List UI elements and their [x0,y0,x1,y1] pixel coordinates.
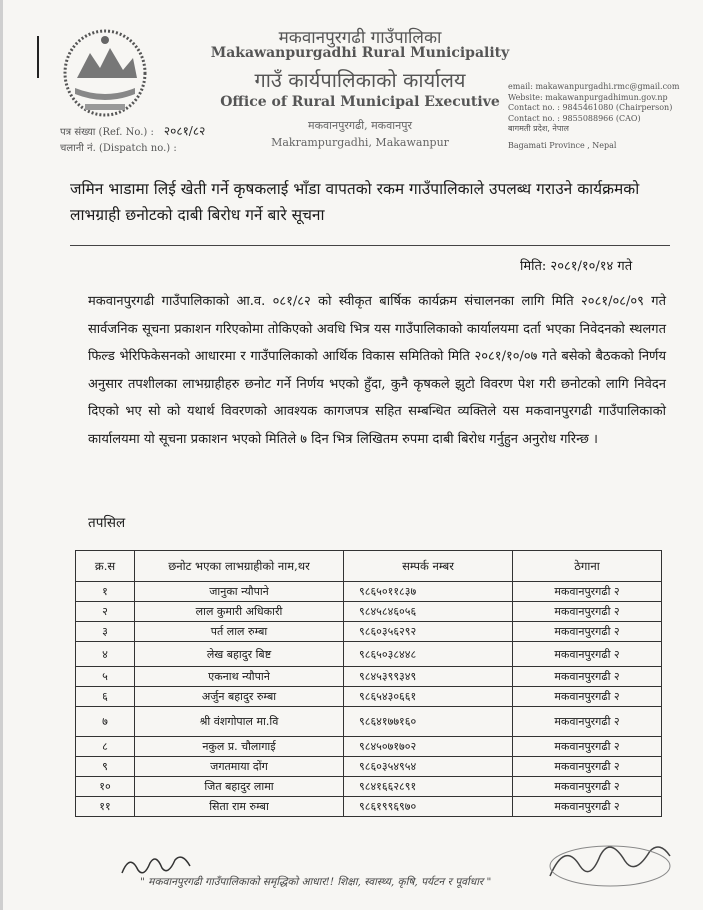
table-row [76,642,662,667]
cell-phone: ९८६५०३८४४८ [344,642,513,667]
signature-left-icon [120,848,200,878]
province-nepali: बागमती प्रदेश, नेपाल [508,124,569,133]
cell-phone: ९८४५३९९३४९ [344,667,513,687]
table-row [76,797,662,817]
cell-name: जानुका न्यौपाने [135,582,344,602]
dispatch-label: चलानी नं. (Dispatch no.) : [60,143,177,154]
reference-value: २०८१/८२ [163,124,206,138]
contact-block [508,82,698,151]
beneficiary-table [75,550,662,817]
col-header-name: छनोट भएका लाभग्राहीको नाम,थर [135,551,344,582]
cell-sn: ९ [76,757,135,777]
cell-name: नकुल प्र. चौलागाई [135,737,344,757]
cell-name: पर्त लाल रुम्बा [135,622,344,642]
footer-slogan: " मकवानपुरगढी गाउँपालिकाको समृद्धिको आधार!! शिक्षा, स्वास्थ्य, कृषि, पर्यटन र पूर्वाधार " [140,876,492,888]
cell-sn: ८ [76,737,135,757]
cell-phone: ९८४५८४६०५६ [344,602,513,622]
cell-phone: ९८६१९९६९७० [344,797,513,817]
notice-date: मिति: २०८१/१०/१४ गते [520,259,633,274]
reference-number [60,122,205,139]
table-row [76,667,662,687]
office-name-nepali: गाउँ कार्यपालिकाको कार्यालय [254,68,466,92]
cell-sn: १ [76,582,135,602]
table-row [76,687,662,707]
cell-sn: ११ [76,797,135,817]
table-row [76,602,662,622]
cell-address: मकवानपुरगढी २ [513,797,662,817]
table-row [76,777,662,797]
cell-phone: ९८६५०११८३७ [344,582,513,602]
contact-chairperson: Contact no. : 9845461080 (Chairperson) [508,103,673,112]
contact-email: email: makawanpurgadhi.rmc@gmail.com [508,82,680,91]
reference-label: पत्र संख्या (Ref. No.) : [60,127,154,138]
location-nepali: मकवानपुरगढी, मकवानपुर [308,119,412,132]
province-english: Bagamati Province , Nepal [508,140,617,150]
table-row [76,707,662,737]
cell-name: एकनाथ न्यौपाने [135,667,344,687]
cell-name: श्री वंशगोपाल मा.वि [135,707,344,737]
cell-phone: ९८४५०७१७०२ [344,737,513,757]
margin-mark [37,36,39,78]
contact-cao: Contact no. : 9855088966 (CAO) [508,113,641,123]
cell-sn: ६ [76,687,135,707]
table-header-row [76,551,662,582]
dispatch-number [60,140,177,154]
cell-address: मकवानपुरगढी २ [513,777,662,797]
cell-phone: ९८६०३५६२९२ [344,622,513,642]
table-row [76,582,662,602]
government-emblem-icon [55,18,155,128]
title-divider [70,245,670,246]
col-header-sn: क्र.स [76,551,135,582]
cell-phone: ९८६०३५४९५४ [344,757,513,777]
location-english: Makrampurgadhi, Makawanpur [271,136,449,149]
municipality-name-english: Makawanpurgadhi Rural Municipality [210,45,510,61]
cell-name: सिता राम रुम्बा [135,797,344,817]
col-header-phone: सम्पर्क नम्बर [344,551,513,582]
municipality-name-nepali: मकवानपुरगढी गाउँपालिका [278,28,442,48]
cell-name: जगतमाया दोंग [135,757,344,777]
cell-sn: ४ [76,642,135,667]
cell-address: मकवानपुरगढी २ [513,602,662,622]
cell-name: लाल कुमारी अधिकारी [135,602,344,622]
cell-address: मकवानपुरगढी २ [513,707,662,737]
table-row [76,622,662,642]
scan-edge [0,0,3,910]
tapsil-heading: तपसिल [88,515,126,531]
cell-address: मकवानपुरगढी २ [513,622,662,642]
table-row [76,737,662,757]
cell-address: मकवानपुरगढी २ [513,667,662,687]
cell-name: जित बहादुर लामा [135,777,344,797]
col-header-address: ठेगाना [513,551,662,582]
cell-phone: ९८६५४३०६६१ [344,687,513,707]
cell-address: मकवानपुरगढी २ [513,687,662,707]
office-name-english: Office of Rural Municipal Executive [220,94,500,110]
cell-sn: २ [76,602,135,622]
cell-address: मकवानपुरगढी २ [513,757,662,777]
cell-phone: ९८४१६६२८९१ [344,777,513,797]
cell-address: मकवानपुरगढी २ [513,737,662,757]
contact-website: Website: makawanpurgadhimun.gov.np [508,92,668,102]
cell-address: मकवानपुरगढी २ [513,642,662,667]
cell-sn: ३ [76,622,135,642]
cell-sn: ७ [76,707,135,737]
notice-title: जमिन भाडामा लिई खेती गर्ने कृषकलाई भाँडा वापतको रकम गाउँपालिकाले उपलब्ध गराउने कार्यक्रमको लाभग्राही छनोटको दाबी बिरोध गर्ने बारे सूचना [70,180,640,224]
official-stamp-signature-icon [540,836,680,891]
cell-name: लेख बहादुर बिष्ट [135,642,344,667]
cell-address: मकवानपुरगढी २ [513,582,662,602]
notice-body: मकवानपुरगढी गाउँपालिकाको आ.व. ०८१/८२ को स्वीकृत बार्षिक कार्यक्रम संचालनका लागि मिति २०८१/०८/०९ गते सार्वजनिक सूचना प्रकाशन गरिएकोमा तोकिएको अवधि भित्र यस गाउँपालिकाको कार्यालयमा दर्ता भएका निवेदनको स्थलगत फिल्ड भेरिफिकेसनको आधारमा र गाउँपालिकाको आर्थिक विकास समितिको मिति २०८१/१०/०७ गते बसेको बैठकको निर्णय अनुसार तपशीलका लाभग्राहीहरु छनोट गर्ने निर्णय भएको हुँदा, कुनै कृषकले झुटो विवरण पेश गरी छनोटको लागि निवेदन दिएको भए सो को यथार्थ विवरणको आवश्यक कागजपत्र सहित सम्बन्धित व्यक्तिले यस मकवानपुरगढी गाउँपालिकाको कार्यालयमा यो सूचना प्रकाशन भएको मितिले ७ दिन भित्र लिखितम रुपमा दाबी बिरोध गर्नुहुन अनुरोध गरिन्छ । [88,294,666,447]
cell-phone: ९८६४१७७१६० [344,707,513,737]
cell-name: अर्जुन बहादुर रुम्बा [135,687,344,707]
cell-sn: १० [76,777,135,797]
cell-sn: ५ [76,667,135,687]
table-row [76,757,662,777]
